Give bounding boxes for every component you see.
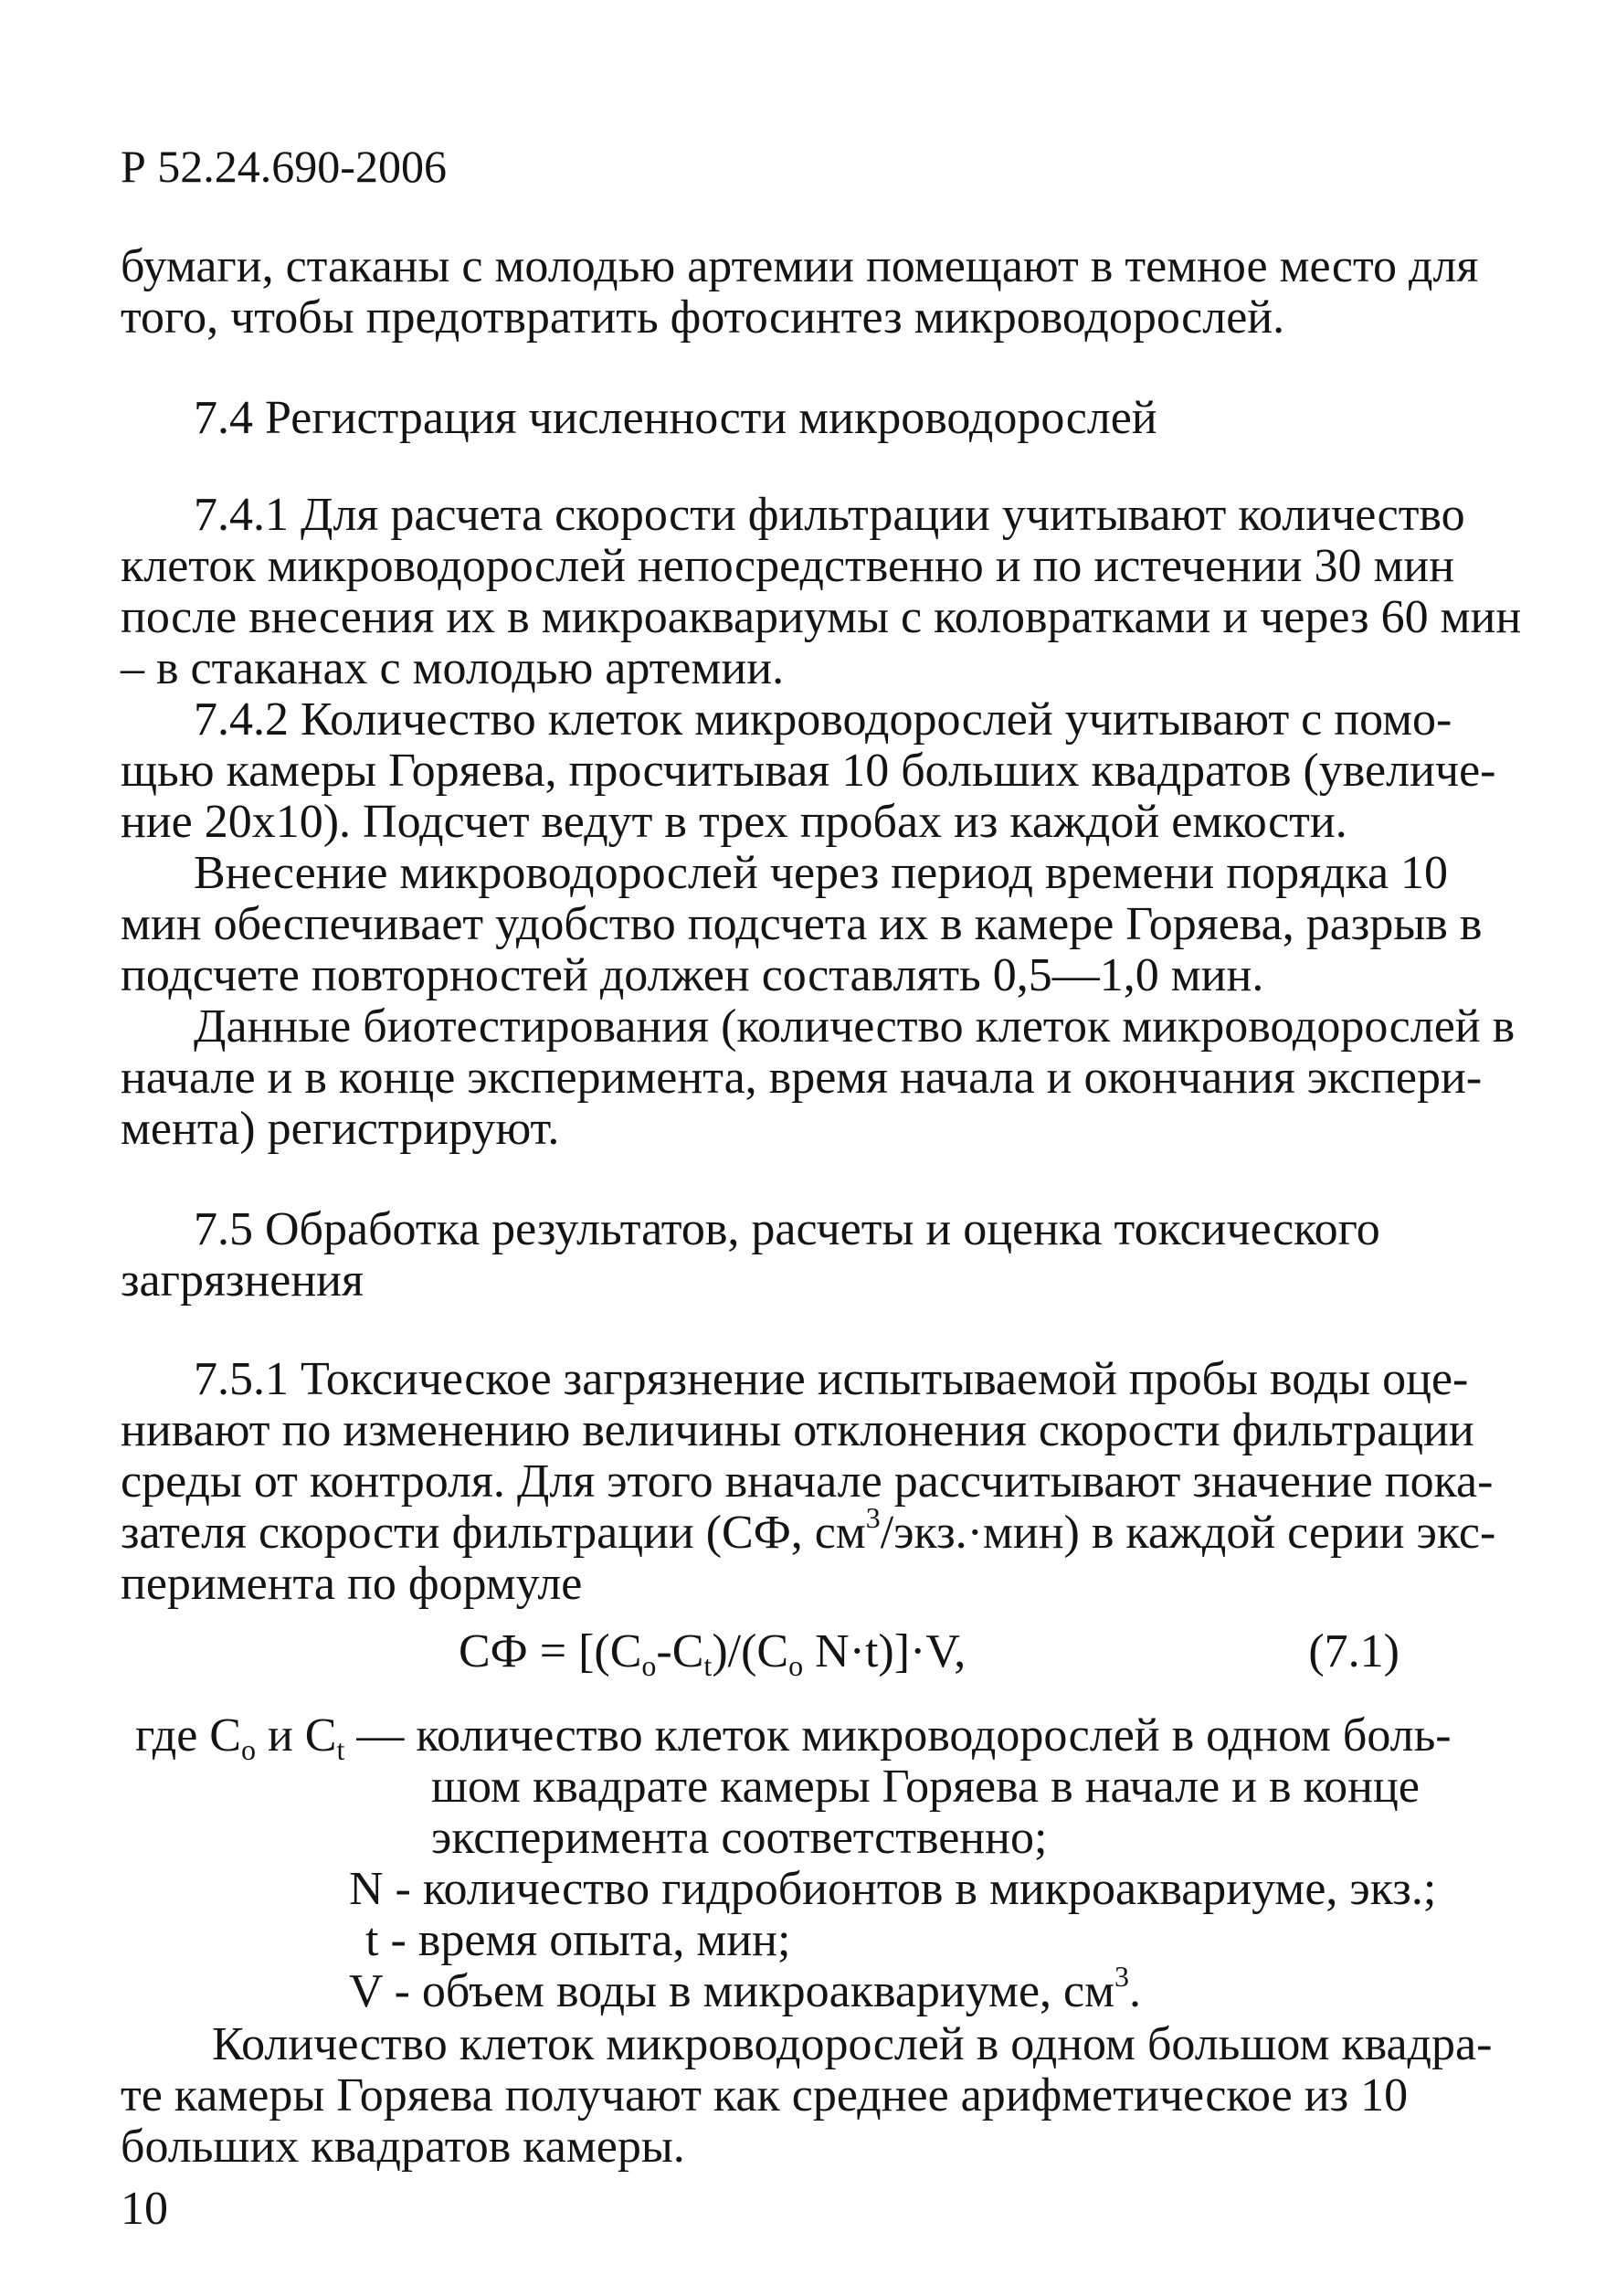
paragraph-line: щью камеры Горяева, просчитывая 10 больших квадратов (увеличе-: [121, 745, 1496, 797]
formula-subscript: o: [788, 1649, 804, 1682]
document-code-header: Р 52.24.690-2006: [121, 141, 447, 192]
paragraph-line: бумаги, стаканы с молодью артемии помещают в темное место для: [121, 240, 1479, 292]
formula-subscript: o: [641, 1649, 657, 1682]
paragraph-line: мин обеспечивает удобство подсчета их в камере Горяева, разрыв в: [121, 898, 1483, 950]
paragraph-line: мента) регистрируют.: [121, 1103, 560, 1155]
text-run: и С: [255, 1709, 337, 1762]
text-run: где С: [135, 1709, 241, 1762]
text-run: V - объем воды в микроаквариуме, см: [349, 1965, 1115, 2017]
section-heading-7-5: 7.5 Обработка результатов, расчеты и оценка токсического: [194, 1203, 1380, 1255]
where-line: шом квадрате камеры Горяева в начале и в конце: [431, 1761, 1420, 1813]
subscript: о: [240, 1733, 256, 1766]
paragraph-line: того, чтобы предотвратить фотосинтез микроводорослей.: [121, 291, 1285, 344]
formula-part: N·t)]·V,: [803, 1625, 966, 1677]
superscript: 3: [865, 1501, 881, 1534]
paragraph-line: начале и в конце эксперимента, время начала и окончания экспери-: [121, 1052, 1483, 1104]
formula-part: -C: [656, 1625, 704, 1677]
paragraph-line: ние 20х10). Подсчет ведут в трех пробах из каждой емкости.: [121, 796, 1347, 848]
paragraph-line: нивают по изменению величины отклонения скорости фильтрации: [121, 1404, 1474, 1456]
paragraph-line: Внесение микроводорослей через период времени порядка 10: [194, 847, 1449, 899]
subscript: t: [336, 1733, 345, 1766]
where-line-v: [349, 1960, 1142, 2019]
where-line-t: t - время опыта, мин;: [365, 1914, 791, 1966]
paragraph-line: те камеры Горяева получают как среднее арифметическое из 10: [121, 2069, 1409, 2121]
paragraph-line: подсчете повторностей должен составлять 0,5—1,0 мин.: [121, 949, 1264, 1001]
paragraph-line: 7.4.1 Для расчета скорости фильтрации учитывают количество: [194, 489, 1465, 541]
paragraph-line: Данные биотестирования (количество клеток микроводорослей в: [194, 1000, 1516, 1053]
where-line: эксперимента соответственно;: [431, 1812, 1048, 1864]
page-number: 10: [121, 2183, 168, 2235]
paragraph-line: клеток микроводорослей непосредственно и по истечении 30 мин: [121, 540, 1455, 592]
formula-expression: [459, 1624, 966, 1682]
paragraph-line: – в стаканах с молодью артемии.: [121, 642, 785, 694]
formula-part: СФ = [(C: [459, 1625, 642, 1677]
formula-subscript: t: [703, 1649, 713, 1682]
paragraph-line: 7.5.1 Токсическое загрязнение испытываемой пробы воды оце-: [194, 1353, 1469, 1405]
text-run: .: [1129, 1965, 1142, 2017]
where-line: [135, 1709, 1452, 1766]
formula-number: (7.1): [1308, 1625, 1399, 1677]
text-fragment: [121, 1501, 1496, 1561]
where-line-n: N - количество гидробионтов в микроаквариуме, экз.;: [349, 1863, 1437, 1915]
text-run: зателя скорости фильтрации (СФ, см: [121, 1507, 866, 1559]
paragraph-line: [121, 1501, 1496, 1561]
text-run: /экз.·мин) в каждой серии экс-: [880, 1507, 1496, 1559]
paragraph-line: Количество клеток микроводорослей в одном большом квадра-: [212, 2018, 1493, 2070]
paragraph-line: после внесения их в микроаквариумы с коловратками и через 60 мин: [121, 591, 1522, 643]
paragraph-line: 7.4.2 Количество клеток микроводорослей учитывают с помо-: [194, 693, 1452, 746]
paragraph-line: больших квадратов камеры.: [121, 2121, 685, 2173]
superscript: 3: [1114, 1960, 1130, 1993]
section-heading-7-5-cont: загрязнения: [121, 1254, 364, 1307]
formula-part: )/(C: [712, 1625, 789, 1677]
formula-7-1: [121, 1624, 1399, 1683]
text-run: — количество клеток микроводорослей в одном боль-: [344, 1709, 1452, 1762]
paragraph-line: среды от контроля. Для этого вначале рассчитывают значение пока-: [121, 1455, 1494, 1508]
paragraph-line: перимента по формуле: [121, 1558, 583, 1610]
section-heading-7-4: 7.4 Регистрация численности микроводорослей: [194, 392, 1157, 444]
